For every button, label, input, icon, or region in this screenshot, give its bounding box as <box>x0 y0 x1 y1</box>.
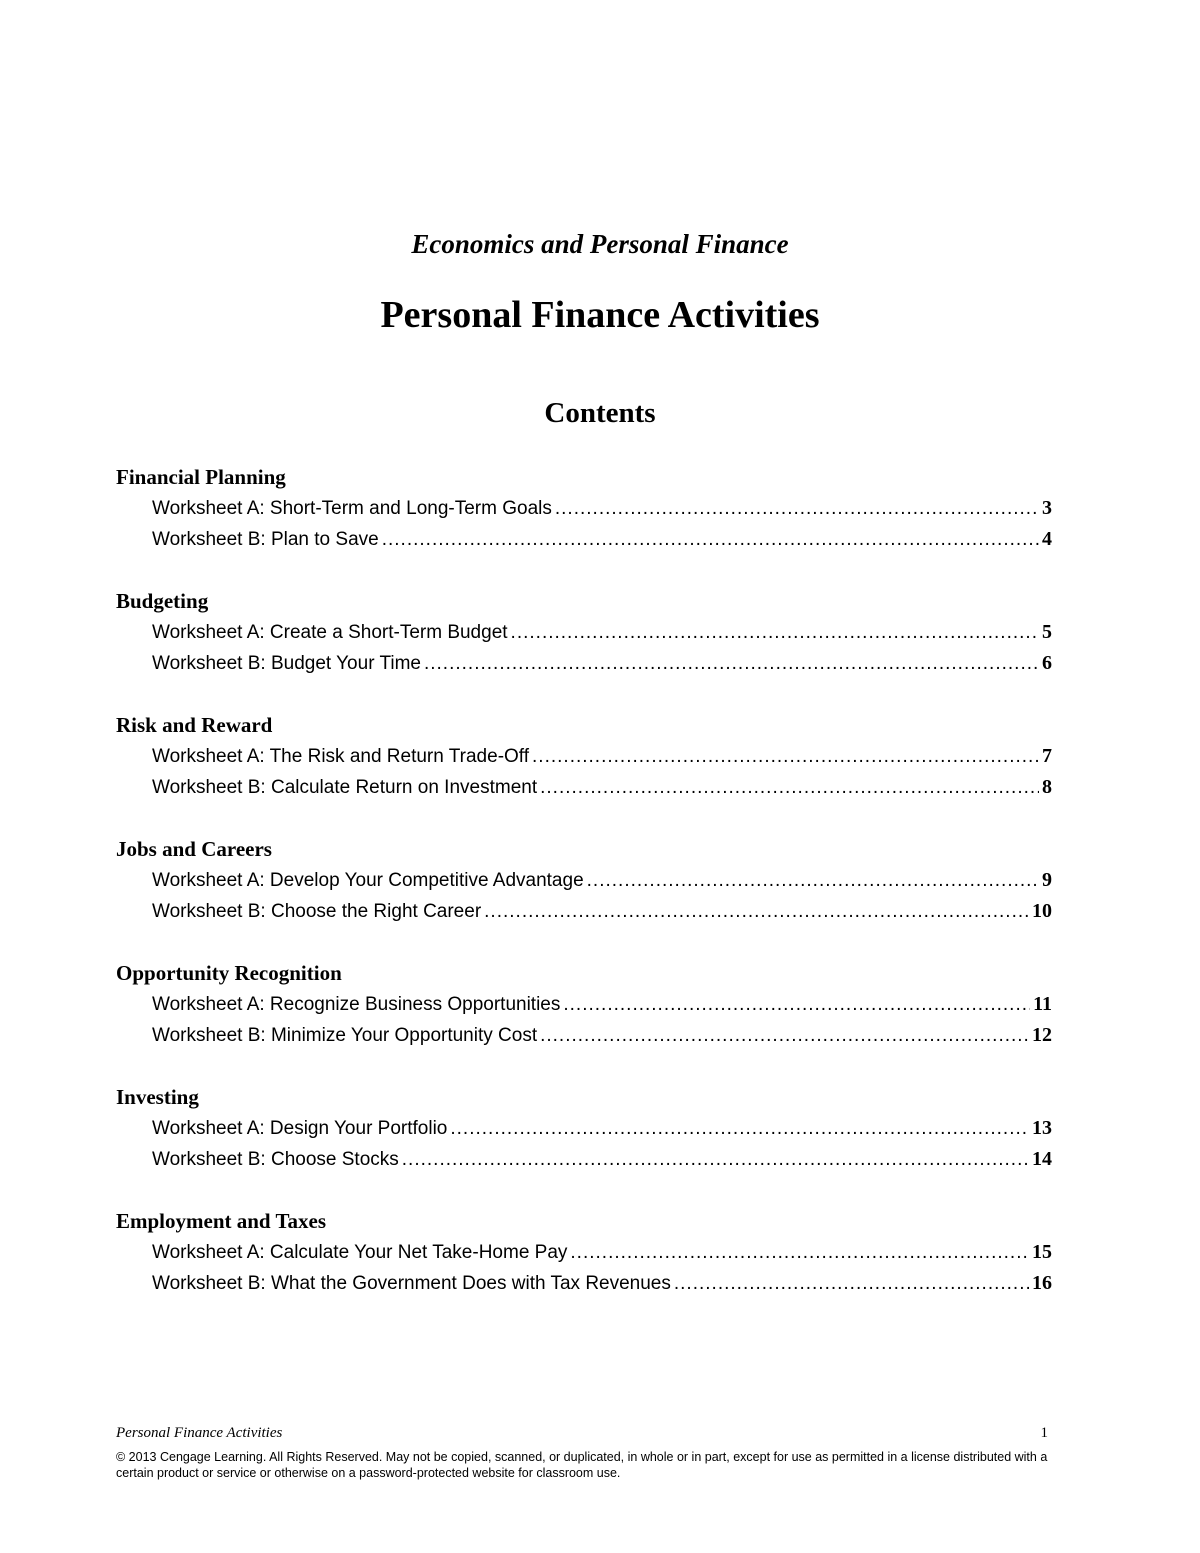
toc-entry[interactable] <box>116 1237 1052 1268</box>
toc-entry[interactable] <box>116 524 1052 555</box>
contents-heading: Contents <box>544 397 656 429</box>
dot-leader <box>555 493 1039 524</box>
toc-entry-label: Worksheet B: Plan to Save <box>152 529 379 550</box>
toc-section-budgeting <box>116 586 1052 710</box>
dot-leader <box>570 1237 1029 1268</box>
toc-entry-label: Worksheet B: Choose the Right Career <box>152 901 482 922</box>
toc-entry-label: Worksheet A: The Risk and Return Trade-Off <box>152 746 530 767</box>
dot-leader <box>587 865 1039 896</box>
toc-section-title: Budgeting <box>116 589 209 613</box>
toc-entry-label: Worksheet B: Choose Stocks <box>152 1149 399 1170</box>
toc-entry-label: Worksheet A: Calculate Your Net Take-Home Pay <box>152 1242 568 1263</box>
dot-leader <box>402 1144 1029 1175</box>
toc-entry-page: 13 <box>1032 1117 1052 1139</box>
toc-section-employment-and-taxes <box>116 1206 1052 1330</box>
footer-copyright: © 2013 Cengage Learning. All Rights Reserved. May not be copied, scanned, or duplicated, in whole or in part, except for use as permitted in a license distributed with a certain product or service or otherwise on a password-protected website for classroom use. <box>116 1450 1048 1480</box>
toc-entry[interactable] <box>116 896 1052 927</box>
toc-entry-label: Worksheet B: Minimize Your Opportunity Cost <box>152 1025 538 1046</box>
dot-leader <box>540 1020 1029 1051</box>
toc-entry-page: 8 <box>1042 776 1052 798</box>
toc-entry[interactable] <box>116 1144 1052 1175</box>
toc-entry[interactable] <box>116 741 1052 772</box>
toc-section-jobs-and-careers <box>116 834 1052 958</box>
dot-leader <box>424 648 1039 679</box>
toc-entry-page: 14 <box>1032 1148 1052 1170</box>
toc-section-risk-and-reward <box>116 710 1052 834</box>
dot-leader <box>532 741 1039 772</box>
toc-section-title: Jobs and Careers <box>116 837 272 861</box>
dot-leader <box>484 896 1029 927</box>
toc-section-title: Opportunity Recognition <box>116 961 342 985</box>
toc-entry-page: 7 <box>1042 745 1052 767</box>
footer-page-number: 1 <box>1040 1425 1048 1441</box>
toc-entry-label: Worksheet A: Recognize Business Opportunities <box>152 994 561 1015</box>
toc-entry-label: Worksheet B: What the Government Does with Tax Revenues <box>152 1273 671 1294</box>
toc-entry[interactable] <box>116 989 1052 1020</box>
document-title: Personal Finance Activities <box>380 294 820 336</box>
toc-section-financial-planning <box>116 462 1052 586</box>
toc-entry-label: Worksheet A: Design Your Portfolio <box>152 1118 448 1139</box>
toc-section-title: Investing <box>116 1085 199 1109</box>
dot-leader <box>540 772 1039 803</box>
dot-leader <box>511 617 1039 648</box>
toc-entry-page: 11 <box>1033 993 1052 1015</box>
table-of-contents <box>116 462 1052 1330</box>
toc-entry-page: 9 <box>1042 869 1052 891</box>
dot-leader <box>450 1113 1029 1144</box>
toc-entry-page: 6 <box>1042 652 1052 674</box>
document-subtitle: Economics and Personal Finance <box>411 229 789 259</box>
toc-entry-page: 16 <box>1032 1272 1052 1294</box>
footer-title: Personal Finance Activities <box>116 1425 283 1441</box>
toc-entry[interactable] <box>116 493 1052 524</box>
toc-section-investing <box>116 1082 1052 1206</box>
dot-leader <box>382 524 1039 555</box>
toc-entry-page: 15 <box>1032 1241 1052 1263</box>
toc-section-title: Financial Planning <box>116 465 286 489</box>
toc-entry[interactable] <box>116 648 1052 679</box>
toc-entry-label: Worksheet B: Budget Your Time <box>152 653 421 674</box>
toc-section-title: Employment and Taxes <box>116 1209 327 1233</box>
toc-section-opportunity-recognition <box>116 958 1052 1082</box>
toc-entry-page: 5 <box>1042 621 1052 643</box>
toc-entry-page: 12 <box>1032 1024 1052 1046</box>
toc-entry[interactable] <box>116 1113 1052 1144</box>
toc-entry[interactable] <box>116 1020 1052 1051</box>
toc-entry-page: 4 <box>1042 528 1052 550</box>
toc-entry[interactable] <box>116 617 1052 648</box>
toc-entry[interactable] <box>116 865 1052 896</box>
toc-entry-page: 3 <box>1042 497 1052 519</box>
toc-section-title: Risk and Reward <box>116 713 273 737</box>
toc-entry-label: Worksheet B: Calculate Return on Investment <box>152 777 538 798</box>
toc-entry[interactable] <box>116 1268 1052 1299</box>
toc-entry-label: Worksheet A: Short-Term and Long-Term Goals <box>152 498 552 519</box>
toc-entry[interactable] <box>116 772 1052 803</box>
toc-entry-label: Worksheet A: Create a Short-Term Budget <box>152 622 508 643</box>
toc-entry-page: 10 <box>1032 900 1052 922</box>
dot-leader <box>563 989 1030 1020</box>
dot-leader <box>674 1268 1029 1299</box>
toc-entry-label: Worksheet A: Develop Your Competitive Advantage <box>152 870 584 891</box>
